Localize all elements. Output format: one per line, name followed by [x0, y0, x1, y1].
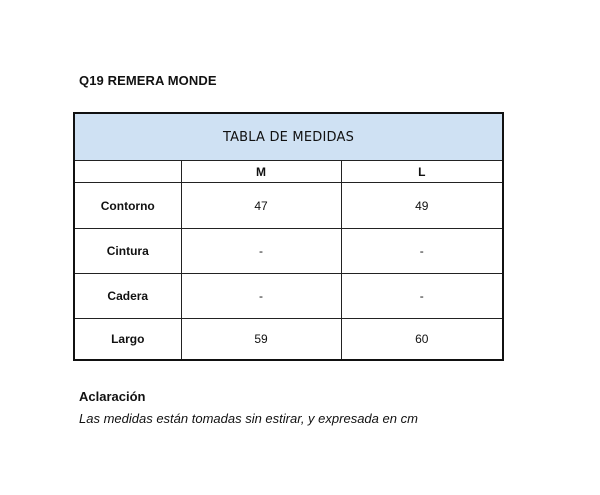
value-cadera-m: - — [181, 274, 341, 319]
value-cintura-m: - — [181, 229, 341, 274]
value-contorno-m: 47 — [181, 183, 341, 229]
table-heading: TABLA DE MEDIDAS — [74, 113, 503, 161]
size-header-m: M — [181, 161, 341, 183]
empty-header-cell — [74, 161, 181, 183]
table-row — [74, 183, 503, 229]
row-label-largo: Largo — [74, 319, 181, 361]
note-title: Aclaración — [79, 389, 146, 404]
note-text: Las medidas están tomadas sin estirar, y expresada en cm — [79, 411, 418, 426]
value-largo-l: 60 — [341, 319, 503, 361]
value-cadera-l: - — [341, 274, 503, 319]
value-contorno-l: 49 — [341, 183, 503, 229]
table-row — [74, 274, 503, 319]
value-largo-m: 59 — [181, 319, 341, 361]
size-header-l: L — [341, 161, 503, 183]
row-label-cadera: Cadera — [74, 274, 181, 319]
table-row — [74, 319, 503, 361]
row-label-contorno: Contorno — [74, 183, 181, 229]
table-row — [74, 229, 503, 274]
product-title: Q19 REMERA MONDE — [79, 73, 217, 88]
row-label-cintura: Cintura — [74, 229, 181, 274]
size-chart-table — [73, 112, 504, 361]
value-cintura-l: - — [341, 229, 503, 274]
